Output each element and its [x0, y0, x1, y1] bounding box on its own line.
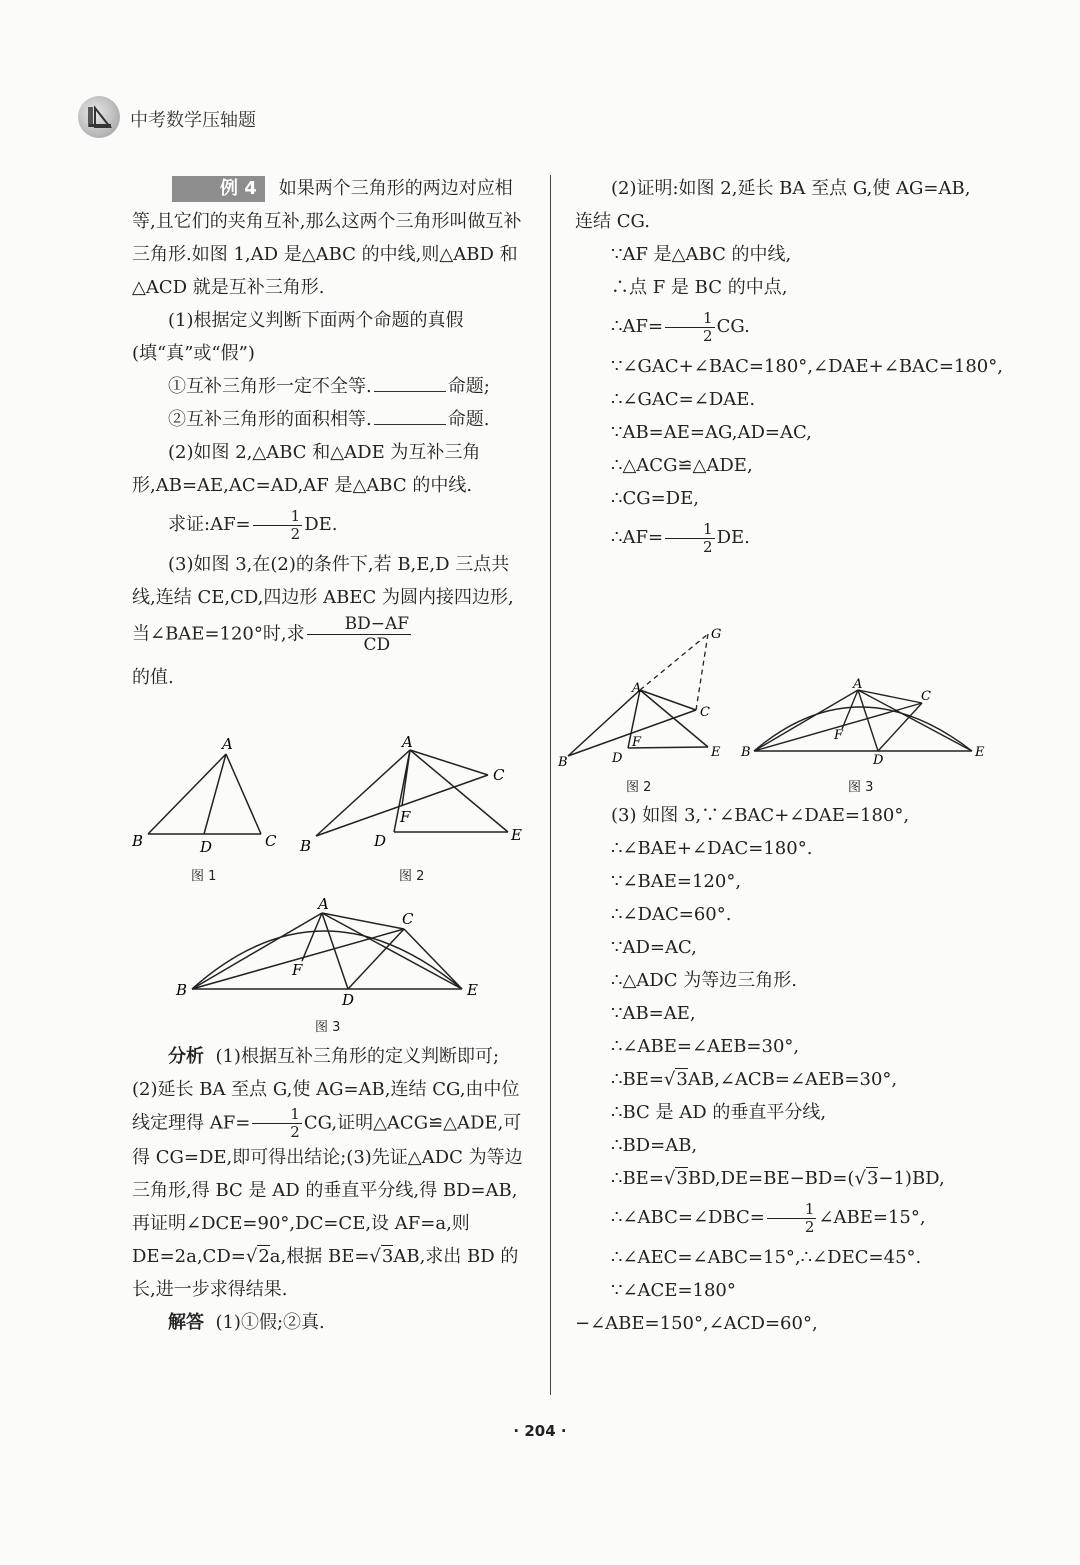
- figure-2-extended: [558, 622, 738, 772]
- figure-1-caption: 图 1: [191, 869, 217, 884]
- figure-3-caption: 图 3: [315, 1020, 341, 1035]
- proof-line-6: ∴∠GAC=∠DAE.: [611, 389, 756, 410]
- svg-text:B: B: [558, 755, 568, 770]
- svg-text:A: A: [632, 681, 642, 696]
- fig2-label-f: F: [400, 808, 411, 826]
- question-1: (1)根据定义判断下面两个命题的真假(填“真”或“假”): [132, 310, 464, 364]
- question-3-end: 的值.: [132, 667, 174, 688]
- svg-text:E: E: [711, 745, 721, 760]
- answer-label: 解答: [168, 1312, 204, 1333]
- answer-blank-1: [374, 373, 446, 392]
- figure-1: [128, 732, 288, 857]
- figure-2-right-caption: 图 2: [626, 780, 652, 795]
- answer-blank-2: [374, 406, 446, 425]
- svg-text:F: F: [834, 728, 844, 743]
- fig3-label-d: D: [342, 991, 355, 1009]
- example-intro: 例 4 如果两个三角形的两边对应相等,且它们的夹角互补,那么这两个三角形叫做互补三角形.如图 1,AD 是△ABC 的中线,则△ABD 和△ACD 就是互补三角形.: [132, 178, 522, 298]
- proof-line-5: ∵∠GAC+∠BAC=180°,∠DAE+∠BAC=180°,: [611, 356, 1003, 377]
- fig3-label-b: B: [176, 981, 188, 999]
- fraction-half: $\frac{1}{2}$: [253, 508, 303, 543]
- fig3-label-a: A: [318, 895, 329, 913]
- svg-text:F: F: [632, 735, 642, 750]
- proof-line-8: ∴△ACG≌△ADE,: [611, 455, 753, 476]
- fraction-bd-af-cd: $\frac{BD-AF}{CD}$: [307, 614, 411, 655]
- fig1-label-a: A: [222, 735, 233, 753]
- question-3: (3)如图 3,在(2)的条件下,若 B,E,D 三点共线,连结 CE,CD,四边形 ABEC 为圆内接四边形,当∠BAE=120°时,求 $\frac{BD-AF}{CD}$: [132, 554, 514, 655]
- fig2x-gc-dashed: [696, 634, 708, 710]
- left-column: [132, 172, 524, 694]
- right-column-proof: [575, 172, 1003, 561]
- svg-text:D: D: [873, 753, 884, 765]
- right-column-part3: (3) 如图 3,∵∠BAC+∠DAE=180°, ∴∠BAE+∠DAC=180°. ∵∠BAE=120°, ∴∠DAC=60°. ∵AD=AC, ∴△ADC 为等边三角形. ∵AB=AE, ∴∠ABE=∠AEB=30°, ∴BE=√3AB,∠ACB=∠AEB=30°, ∴BC 是 AD 的垂直平分线, ∴BD=AB, ∴BE=√3BD,DE=BE−BD=(√3−1)BD, ∴∠ABC=∠DBC= $\frac{1}{2}$ ∠ABE=15°, ∴∠AEC=∠ABC=15°,∴∠DEC=45°. ∵∠ACE=180°−∠ABE=150°,∠ACD=60°,: [575, 805, 945, 1334]
- example-tag: 例 4: [172, 176, 265, 202]
- fig3-arc: [192, 931, 462, 989]
- svg-text:C: C: [921, 689, 931, 704]
- analysis-section: [132, 1040, 524, 1339]
- proof-line-7: ∵AB=AE=AG,AD=AC,: [611, 422, 812, 443]
- figure-3-right-caption: 图 3: [848, 780, 874, 795]
- svg-text:B: B: [741, 745, 751, 760]
- question-1a: ①互补三角形一定不全等. 命题;: [132, 370, 524, 403]
- fig3-label-c: C: [402, 910, 414, 928]
- svg-text:E: E: [975, 745, 985, 760]
- fig2-label-b: B: [300, 837, 312, 855]
- figure-3-right: [738, 675, 988, 765]
- fig1-label-c: C: [265, 832, 277, 850]
- analysis-text: 分析 (1)根据互补三角形的定义判断即可;(2)延长 BA 至点 G,使 AG=AB,连结 CG,由中位线定理得 AF= $\frac{1}{2}$ CG,证明△ACG≌△ADE,可得 CG=DE,即可得出结论;(3)先证△ADC 为等边三角形,得 BC 是 AD 的垂直平分线,得 BD=AB,再证明∠DCE=90°,DC=CE,设 AF=a,则 DE=2a,CD=√2a,根据 BE=√3AB,求出 BD 的长,进一步求得结果.: [132, 1046, 523, 1300]
- fig1-label-d: D: [200, 838, 213, 856]
- fig1-label-b: B: [132, 832, 144, 850]
- fig2-label-a: A: [402, 733, 413, 751]
- book-title: 中考数学压轴题: [130, 110, 256, 131]
- book-logo-icon: [78, 96, 120, 138]
- svg-text:G: G: [711, 627, 722, 642]
- question-2-prove: 求证:AF= $\frac{1}{2}$ DE.: [168, 506, 338, 543]
- page-number: · 204 ·: [513, 1422, 567, 1440]
- fig2-label-d: D: [374, 832, 387, 850]
- proof-line-3: ∴点 F 是 BC 的中点,: [611, 277, 788, 298]
- svg-text:A: A: [853, 677, 863, 692]
- figure-3: [172, 893, 492, 1011]
- column-divider: [550, 175, 551, 1395]
- proof-line-10: ∴AF= $\frac{1}{2}$ DE.: [611, 519, 750, 556]
- fig2x-ag-dashed: [640, 634, 708, 690]
- figure-2-caption: 图 2: [399, 869, 425, 884]
- proof-line-2: ∵AF 是△ABC 的中线,: [611, 244, 792, 265]
- question-1b: ②互补三角形的面积相等. 命题.: [132, 403, 524, 436]
- proof-line-9: ∴CG=DE,: [611, 488, 699, 509]
- fig3-label-e: E: [467, 981, 478, 999]
- fig1-ac: [226, 754, 261, 834]
- analysis-label: 分析: [168, 1046, 204, 1067]
- fig2-label-e: E: [511, 826, 522, 844]
- question-2: (2)如图 2,△ABC 和△ADE 为互补三角形,AB=AE,AC=AD,AF 是△ABC 的中线.: [132, 442, 481, 496]
- figure-2: [298, 732, 528, 857]
- fig2-label-c: C: [493, 766, 505, 784]
- proof-line-4: ∴AF= $\frac{1}{2}$ CG.: [611, 308, 750, 345]
- fig3-label-f: F: [292, 961, 303, 979]
- svg-text:D: D: [612, 751, 623, 766]
- proof-line-1: (2)证明:如图 2,延长 BA 至点 G,使 AG=AB,连结 CG.: [575, 178, 971, 232]
- answer-text: 解答 (1)①假;②真.: [168, 1312, 325, 1333]
- svg-text:C: C: [700, 705, 710, 720]
